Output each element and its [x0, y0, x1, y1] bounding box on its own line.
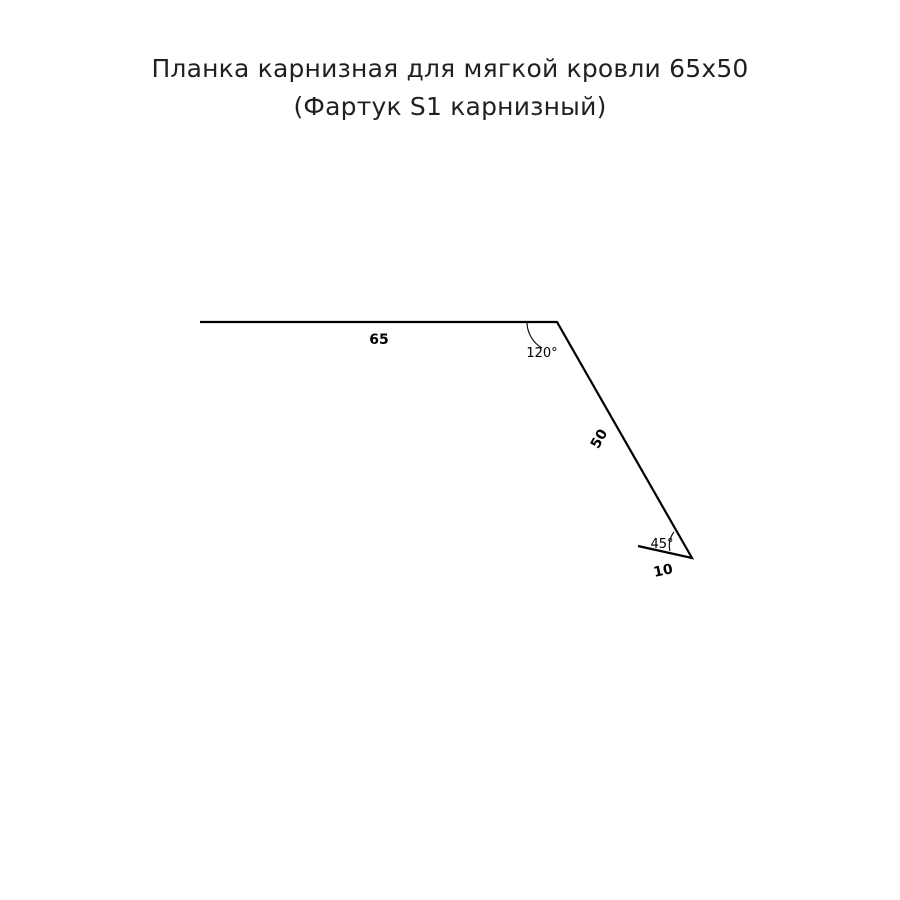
- angle-label-120: 120°: [526, 346, 558, 361]
- dimension-label-10: 10: [651, 561, 675, 581]
- page-title-line-1: Планка карнизная для мягкой кровли 65х50: [151, 54, 749, 83]
- dimension-label-65: 65: [369, 332, 389, 348]
- dimension-label-50: 50: [587, 426, 612, 452]
- angle-label-45: 45°: [650, 537, 674, 552]
- profile-outline: [200, 322, 692, 558]
- angle-arc-120: [527, 322, 542, 348]
- page-title-line-2: (Фартук S1 карнизный): [293, 92, 607, 121]
